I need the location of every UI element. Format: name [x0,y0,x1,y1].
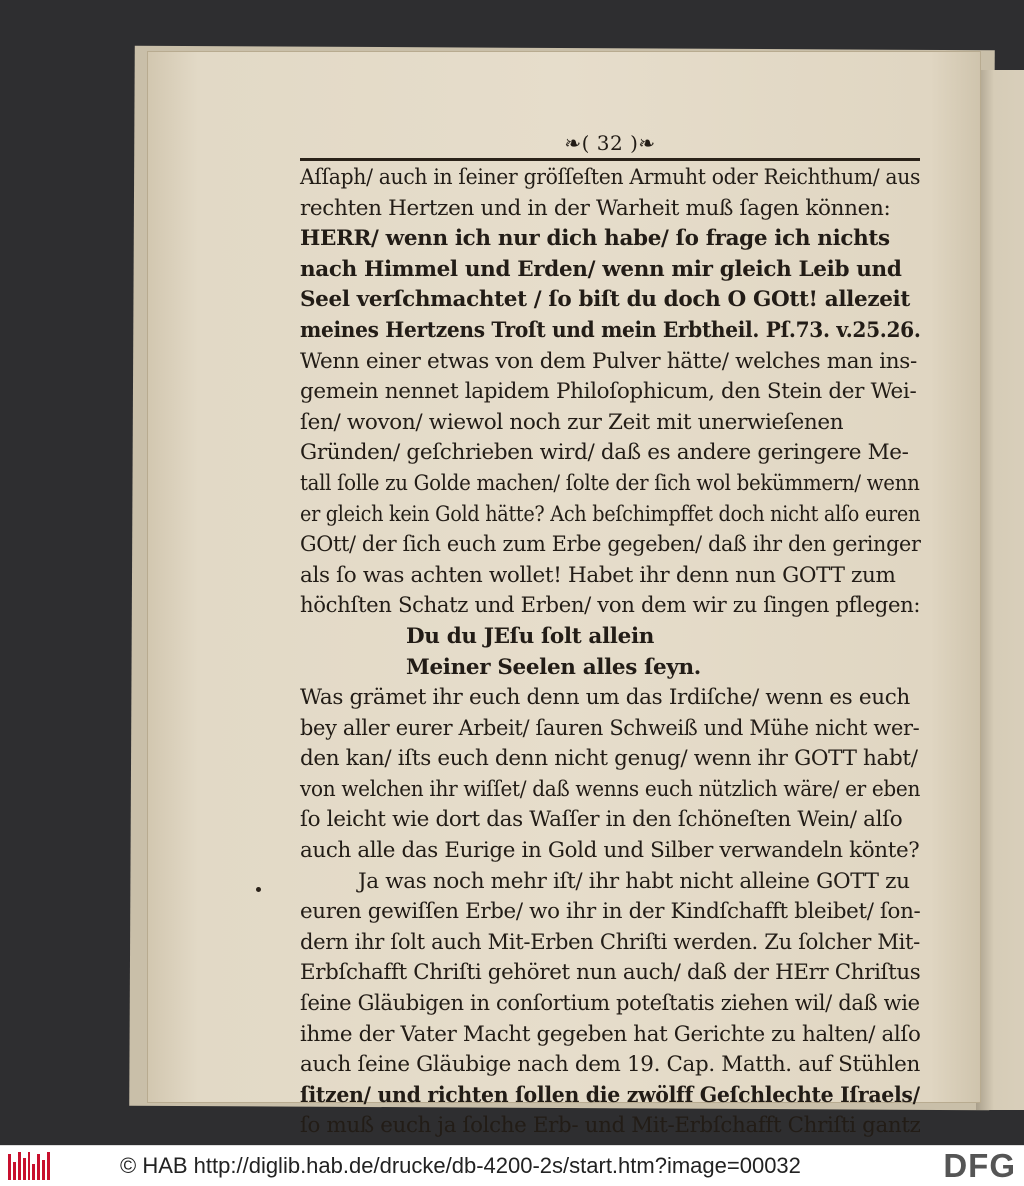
text-line: Gründen/ geſchrieben wird/ daß es andere geringere Me- [300,440,909,466]
text-line: ſitzen/ und richten ſollen die zwölff Geſchlechte Iſraels/ [300,1082,920,1108]
paragraph-start-line: Ja was noch mehr iſt/ ihr habt nicht alleine GOTT zu [358,868,910,894]
text-line: den kan/ iſts euch denn nicht genug/ wenn ihr GOTT habt/ [300,746,918,772]
text-line: rechten Hertzen und in der Warheit muß ſagen können: [300,195,891,221]
footer-bar [0,1145,1024,1186]
ink-dot [256,887,261,892]
text-line: Erbſchafft Chriſti gehöret nun auch/ daß der HErr Chriſtus [300,960,921,986]
verse-line: Du du JEſu ſolt allein [406,623,655,649]
text-line: nach Himmel und Erden/ wenn mir gleich Leib und [300,256,902,282]
text-line: dern ihr ſolt auch Mit-Erben Chriſti werden. Zu ſolcher Mit- [300,929,920,955]
text-line: als ſo was achten wollet! Habet ihr denn nun GOTT zum [300,562,896,588]
text-line: ſo muß euch ja ſolche Erb- und Mit-Erbſchafft Chriſti gantz [300,1113,921,1139]
text-line: ſen/ wovon/ wiewol noch zur Zeit mit unerwieſenen [300,409,844,435]
text-line: Wenn einer etwas von dem Pulver hätte/ welches man ins- [300,348,917,374]
verse-line: Meiner Seelen alles ſeyn. [406,654,701,680]
dfg-logo[interactable]: DFG [943,1147,1016,1184]
text-line: gemein nennet lapidem Philoſophicum, den Stein der Wei- [300,379,917,405]
header-rule [300,158,920,161]
text-line: auch alle das Eurige in Gold und Silber verwandeln könte? [300,838,920,864]
copyright-link[interactable]: © HAB http://diglib.hab.de/drucke/db-4200-2s/start.htm?image=00032 [120,1153,801,1178]
text-line: höchſten Schatz und Erben/ von dem wir zu ſingen pflegen: [300,593,921,619]
text-line: von welchen ihr wiſſet/ daß wenns euch nützlich wäre/ er eben [300,776,921,802]
text-line: Seel verſchmachtet / ſo biſt du doch O GOtt! allezeit [300,287,910,313]
text-line: HERR/ wenn ich nur dich habe/ ſo frage ich nichts [300,226,890,252]
text-line: auch ſeine Gläubige nach dem 19. Cap. Matth. auf Stühlen [300,1052,920,1078]
text-line: ſeine Gläubigen in conſortium poteſtatis ziehen wil/ daß wie [300,991,920,1017]
text-line: ſo leicht wie dort das Waſſer in den ſchöneſten Wein/ alſo [300,807,903,833]
text-line: GOtt/ der ſich euch zum Erbe gegeben/ daß ihr den geringer [300,532,921,558]
page-text [300,128,920,1145]
text-line: ihme der Vater Macht gegeben hat Gerichte zu halten/ alſo [300,1021,921,1047]
adjacent-page-edge [976,70,1024,1110]
text-line: er gleich kein Gold hätte? Ach beſchimpffet doch nicht alſo euren [300,501,921,527]
text-line: bey aller eurer Arbeit/ ſauren Schweiß und Mühe nicht wer- [300,715,920,741]
text-line: Was grämet ihr euch denn um das Irdiſche/ wenn es euch [300,685,910,711]
text-line: meines Hertzens Troſt und mein Erbtheil. Pſ.73. v.25.26. [300,317,921,343]
text-line: euren gewiſſen Erbe/ wo ihr in der Kindſchafft bleibet/ ſon- [300,899,921,925]
hab-logo-icon[interactable] [8,1152,50,1180]
text-line: tall ſolle zu Golde machen/ ſolte der ſich wol bekümmern/ wenn [300,470,920,496]
page-number-header: ❧( 32 )❧ [564,131,656,155]
text-line: Aſſaph/ auch in ſeiner gröſſeſten Armuht oder Reichthum/ aus [300,165,921,190]
